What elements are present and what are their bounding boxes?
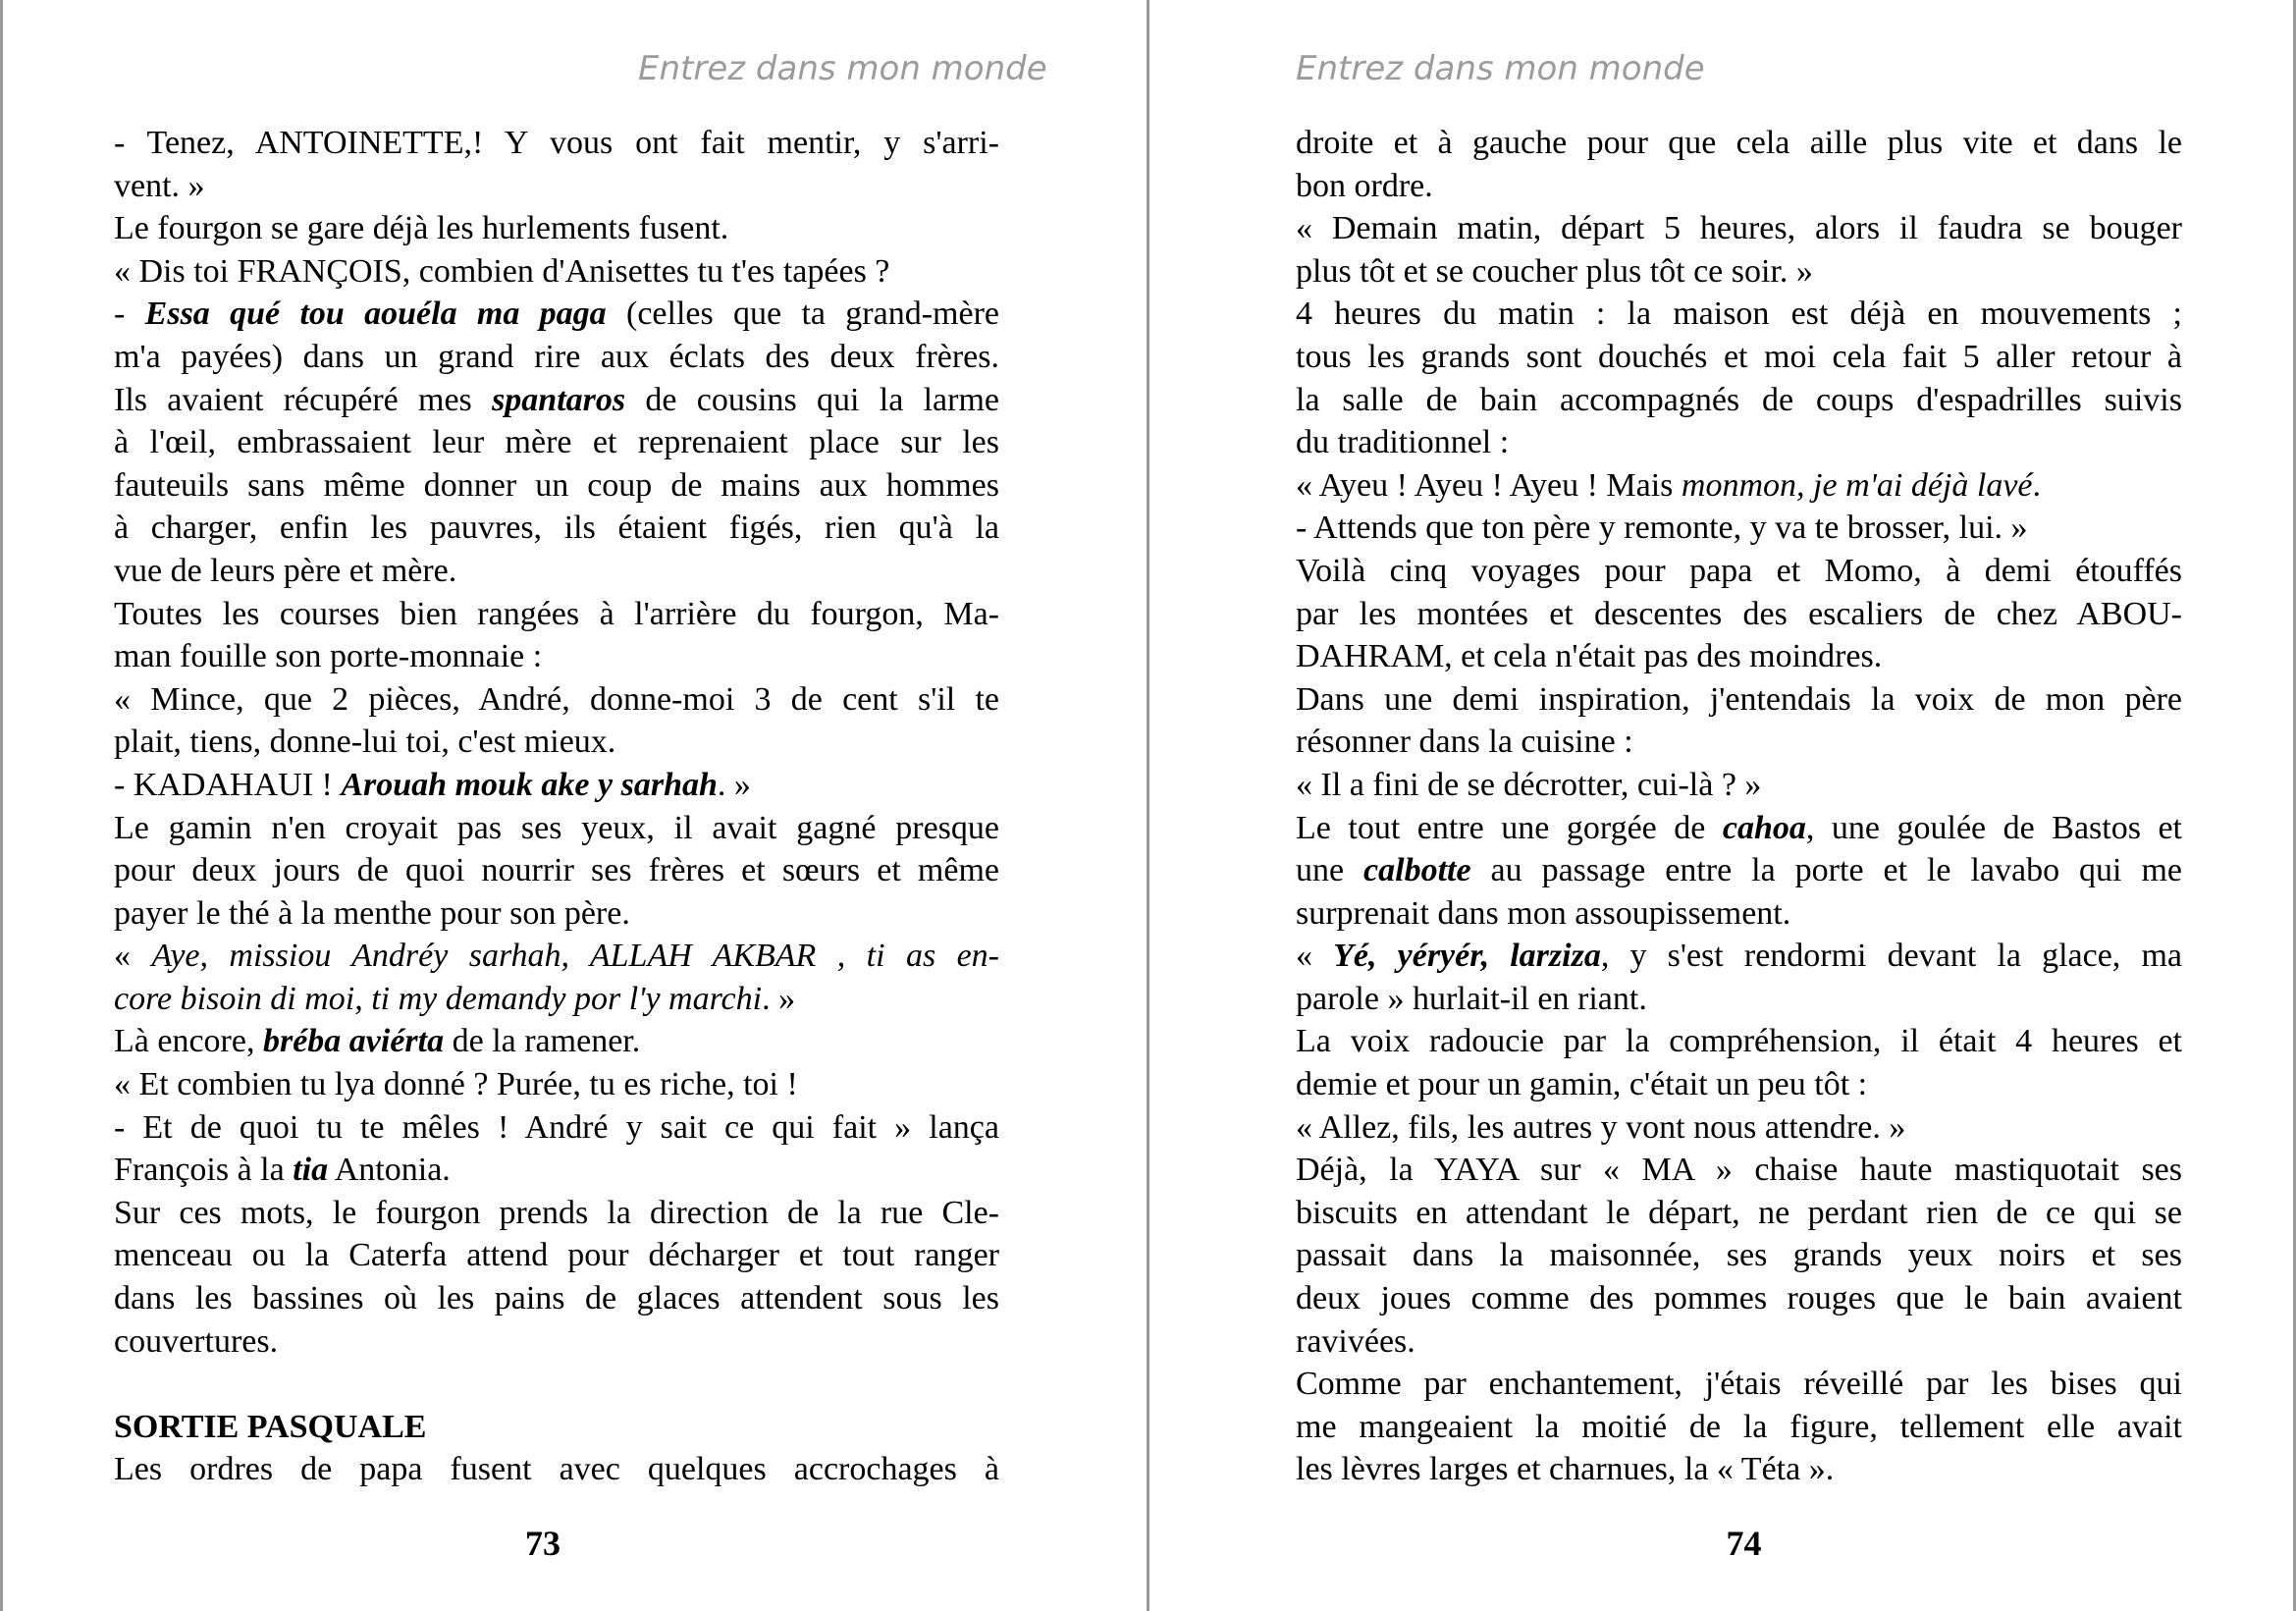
text-line: « Dis toi FRANÇOIS, combien d'Anisettes tu t'es tapées ? — [114, 252, 890, 290]
text-line: « Et combien tu lya donné ? Purée, tu es riche, toi ! — [114, 1066, 798, 1103]
text-line: surprenait dans mon assoupissement. — [1296, 894, 1791, 932]
text-line: menceau ou la Caterfa attend pour décharger et tout ranger — [114, 1237, 999, 1274]
text-line: DAHRAM, et cela n'était pas des moindres. — [1296, 638, 1883, 675]
running-header: Entrez dans mon monde — [1296, 49, 1705, 88]
left-page-edge — [0, 0, 3, 1611]
text-line: plait, tiens, donne-lui toi, c'est mieux. — [114, 724, 616, 761]
text-line: Ils avaient récupéré mes spantaros de cousins qui la larme — [114, 381, 999, 418]
text-line: core bisoin di moi, ti my demandy por l'y marchi. » — [114, 980, 796, 1017]
text-line: François à la tia Antonia. — [114, 1152, 451, 1189]
text-line: 4 heures du matin : la maison est déjà en mouvements ; — [1296, 295, 2182, 333]
dialect-word: tia — [293, 1152, 329, 1189]
text-line: passait dans la maisonnée, ses grands yeux noirs et ses — [1296, 1237, 2182, 1274]
text-line: Sur ces mots, le fourgon prends la direction de la rue Cle- — [114, 1194, 999, 1231]
page-text — [1296, 122, 2182, 1491]
text-line: plus tôt et se coucher plus tôt ce soir. » — [1296, 252, 1813, 290]
dialect-word: spantaros — [492, 381, 626, 418]
text-line: les lèvres larges et charnues, la « Téta ». — [1296, 1451, 1835, 1488]
page-74 — [1296, 0, 2182, 1611]
text-line: ravivées. — [1296, 1322, 1415, 1360]
text-line: - Et de quoi tu te mêles ! André y sait ce qui fait » lança — [114, 1108, 999, 1146]
text-line: « Yé, yéryér, larziza, y s'est rendormi devant la glace, ma — [1296, 938, 2182, 975]
text-line: man fouille son porte-monnaie : — [114, 638, 543, 675]
text-line: à charger, enfin les pauvres, ils étaient figés, rien qu'à la — [114, 510, 999, 547]
dialect-phrase: monmon, je m'ai déjà lavé — [1681, 466, 2033, 504]
dialect-phrase: Yé, yéryér, larziza — [1333, 938, 1601, 975]
text-line: par les montées et descentes des escaliers de chez ABOU- — [1296, 595, 2182, 632]
text-line: pour deux jours de quoi nourrir ses frères et sœurs et même — [114, 852, 999, 889]
text-line: « Aye, missiou Andréy sarhah, ALLAH AKBAR , ti as en- — [114, 938, 1000, 975]
running-header: Entrez dans mon monde — [638, 49, 1047, 88]
page-number: 74 — [1726, 1524, 1762, 1563]
text-line: m'a payées) dans un grand rire aux éclats des deux frères. — [114, 338, 999, 375]
text-line: La voix radoucie par la compréhension, il était 4 heures et — [1296, 1023, 2182, 1060]
text-line: me mangeaient la moitié de la figure, tellement elle avait — [1296, 1408, 2182, 1445]
text-line: vent. » — [114, 167, 205, 204]
text-line: dans les bassines où les pains de glaces attendent sous les — [114, 1280, 999, 1317]
text-line: « Ayeu ! Ayeu ! Ayeu ! Mais monmon, je m'ai déjà lavé. — [1296, 466, 2042, 504]
text-line: Le fourgon se gare déjà les hurlements fusent. — [114, 210, 729, 247]
text-line: parole » hurlait-il en riant. — [1296, 980, 1647, 1017]
text-line: Dans une demi inspiration, j'entendais la voix de mon père — [1296, 680, 2182, 718]
text-line: Toutes les courses bien rangées à l'arrière du fourgon, Ma- — [114, 595, 999, 632]
text-line: biscuits en attendant le départ, ne perdant rien de ce qui se — [1296, 1194, 2182, 1231]
text-line: « Demain matin, départ 5 heures, alors il faudra se bouger — [1296, 210, 2182, 247]
dialect-phrase: Arouah mouk ake y sarhah — [341, 766, 718, 803]
page-text — [114, 122, 999, 1491]
dialect-word: calbotte — [1363, 852, 1471, 889]
dialect-word: cahoa — [1722, 809, 1806, 846]
text-line: tous les grands sont douchés et moi cela fait 5 aller retour à — [1296, 338, 2182, 375]
text-line: - Tenez, ANTOINETTE,! Y vous ont fait mentir, y s'arri- — [114, 125, 999, 161]
text-line: la salle de bain accompagnés de coups d'espadrilles suivis — [1296, 381, 2182, 418]
dialect-phrase: bréba aviérta — [262, 1023, 445, 1060]
text-line: Les ordres de papa fusent avec quelques accrochages à — [114, 1451, 999, 1488]
page-73 — [114, 0, 1047, 1611]
text-line: vue de leurs père et mère. — [114, 552, 457, 589]
text-line: Le tout entre une gorgée de cahoa, une goulée de Bastos et — [1296, 809, 2183, 846]
text-line: demie et pour un gamin, c'était un peu tôt : — [1296, 1066, 1868, 1103]
dialect-phrase: Essa qué tou aouéla ma paga — [144, 295, 607, 333]
text-line: Comme par enchantement, j'étais réveillé par les bises qui — [1296, 1366, 2182, 1403]
page-number: 73 — [525, 1524, 561, 1563]
text-line: « Allez, fils, les autres y vont nous attendre. » — [1296, 1108, 1906, 1146]
text-line: Déjà, la YAYA sur « MA » chaise haute mastiquotait ses — [1296, 1152, 2182, 1189]
text-line: résonner dans la cuisine : — [1296, 724, 1633, 761]
text-line: droite et à gauche pour que cela aille plus vite et dans le — [1296, 125, 2182, 161]
text-line: bon ordre. — [1296, 167, 1433, 204]
text-line: fauteuils sans même donner un coup de mains aux hommes — [114, 466, 999, 504]
text-line: deux joues comme des pommes rouges que le bain avaient — [1296, 1280, 2182, 1317]
text-line: « Mince, que 2 pièces, André, donne-moi 3 de cent s'il te — [114, 680, 999, 718]
text-line: « Il a fini de se décrotter, cui-là ? » — [1296, 766, 1762, 803]
text-line: du traditionnel : — [1296, 424, 1510, 461]
paragraph-gap — [114, 1363, 999, 1406]
section-title: SORTIE PASQUALE — [114, 1408, 427, 1445]
text-line: une calbotte au passage entre la porte et le lavabo qui me — [1296, 852, 2182, 889]
text-line: - Attends que ton père y remonte, y va te brosser, lui. » — [1296, 510, 2028, 547]
text-line: Voilà cinq voyages pour papa et Momo, à demi étouffés — [1296, 552, 2182, 589]
text-line: - KADAHAUI ! Arouah mouk ake y sarhah. » — [114, 766, 751, 803]
text-line: couvertures. — [114, 1322, 279, 1360]
text-line: à l'œil, embrassaient leur mère et reprenaient place sur les — [114, 424, 999, 461]
dialect-phrase: Aye, missiou Andréy sarhah, ALLAH AKBAR , ti as en- — [151, 938, 1000, 975]
text-line: Là encore, bréba aviérta de la ramener. — [114, 1023, 641, 1060]
text-line: - Essa qué tou aouéla ma paga (celles que ta grand-mère — [114, 295, 999, 333]
text-line: Le gamin n'en croyait pas ses yeux, il avait gagné presque — [114, 809, 999, 846]
text-line: payer le thé à la menthe pour son père. — [114, 894, 630, 932]
dialect-phrase: core bisoin di moi, ti my demandy por l'y marchi — [114, 980, 763, 1017]
book-spine-fold — [1147, 0, 1149, 1611]
